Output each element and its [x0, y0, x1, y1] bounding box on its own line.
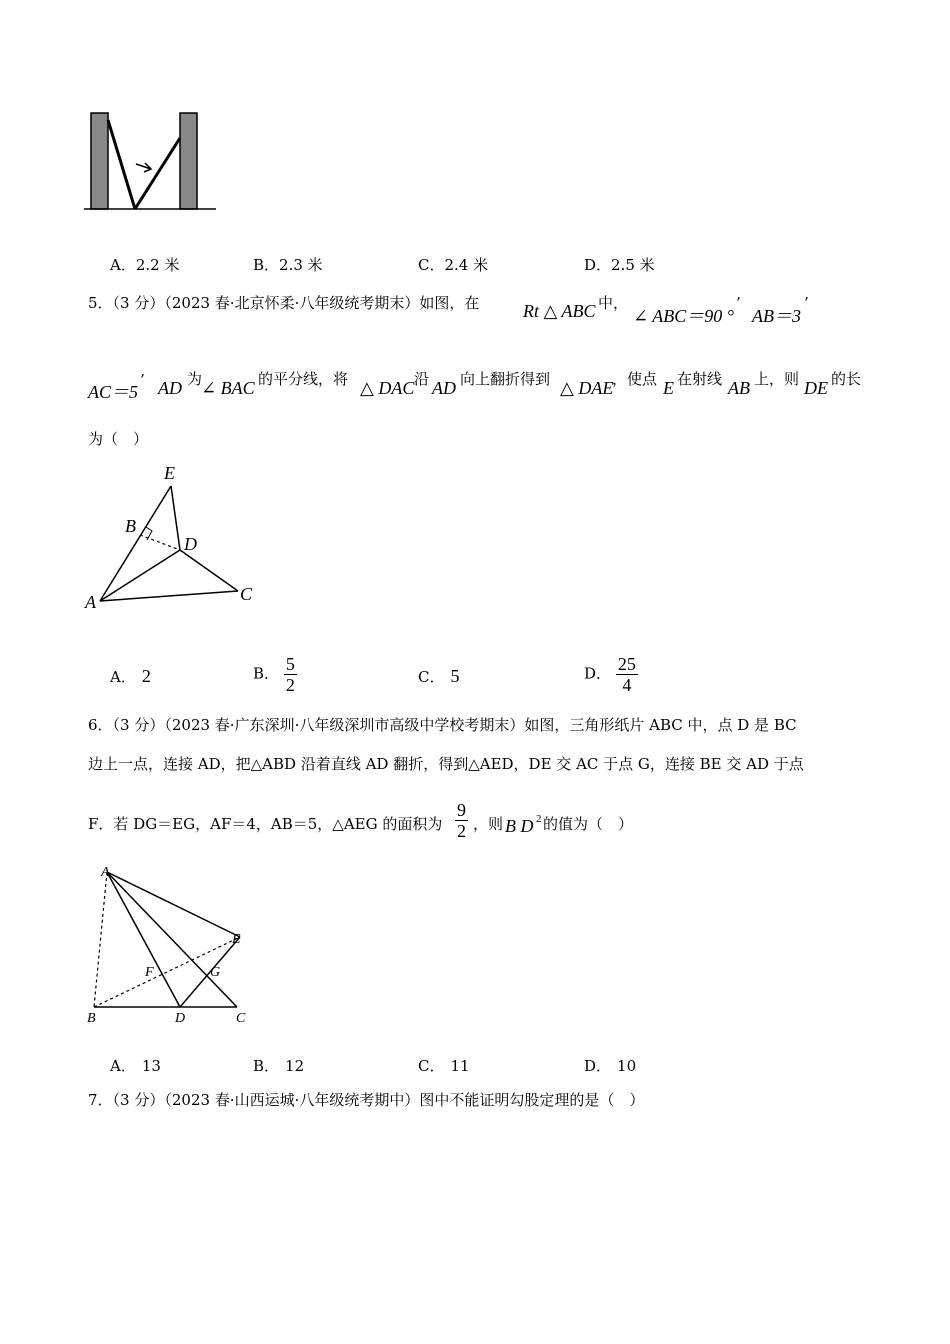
q5-rt-abc: Rt △ ABC [523, 301, 596, 321]
q5-option-b: B． $\frac{5}{2}$ [253, 654, 295, 695]
q5-dac: △ DAC [360, 378, 415, 398]
q5-text-i: 上，则 [754, 370, 800, 388]
q6-label-b: B [87, 1011, 96, 1026]
q5-label-a: A [85, 592, 96, 612]
q5-de: DE [804, 378, 828, 398]
q5-label-c: C [240, 584, 253, 604]
q5-comma-3: ’ [140, 371, 145, 389]
ladder-figure [84, 110, 218, 214]
q5-text-e: 沿 [414, 370, 430, 388]
q5-ac: AC＝5 [88, 382, 139, 402]
q6-line-2: 边上一点，连接 AD，把△ABD 沿着直线 AD 翻折，得到△AED，DE 交 AC 于点 G，连接 BE 交 AD 于点 [88, 755, 804, 773]
q5-text-j: 的长 [831, 370, 862, 388]
q5-option-d: D． $\frac{25}{4}$ [584, 654, 636, 695]
q5-option-a: A． 2 [110, 666, 151, 686]
q6-label-f: F [145, 965, 154, 980]
q5-option-b-fraction: $\frac{5}{2}$ [285, 654, 295, 695]
q5-triangle-figure [80, 455, 270, 615]
q5-text-d: 的平分线，将 [258, 370, 349, 388]
q5-text-h: 在射线 [677, 370, 723, 388]
q6-option-b: B． 12 [253, 1057, 305, 1075]
q5-option-c: C． 5 [418, 666, 460, 686]
q5-option-d-fraction: $\frac{25}{4}$ [617, 654, 636, 695]
q4-option-c: C．2.4 米 [418, 256, 489, 274]
q6-line-3a: F．若 DG＝EG，AF＝4，AB＝5，△AEG 的面积为 [88, 815, 443, 833]
q5-label-d: D [184, 534, 197, 554]
q5-text-k: 为（ ） [88, 430, 149, 448]
q6-label-c: C [236, 1011, 246, 1026]
q6-bd: B D [505, 816, 534, 836]
q5-angle: ∠ ABC＝90 ° [633, 306, 734, 326]
q6-bd-exponent: 2 [536, 813, 542, 825]
q6-line-3c: 的值为（ ） [543, 815, 634, 833]
q5-text-g: ，使点 [612, 370, 658, 388]
q4-option-a: A．2.2 米 [110, 256, 180, 274]
q5-comma-1: ’ [736, 294, 741, 312]
q6-line-3b: ，则 [473, 815, 504, 833]
q5-label-b: B [125, 516, 136, 536]
q6-area-fraction: $\frac{9}{2}$ [457, 800, 466, 841]
q6-option-d: D． 10 [584, 1057, 637, 1075]
q5-text-c: 为 [187, 370, 203, 388]
q5-header: 5．（3 分）（2023 春·北京怀柔·八年级统考期末）如图，在 [88, 294, 480, 312]
q5-text-f: 向上翻折得到 [460, 370, 551, 388]
q6-label-d: D [175, 1011, 186, 1026]
q6-option-a: A． 13 [110, 1057, 161, 1075]
q5-ab: AB＝3 [752, 306, 801, 326]
q5-bac: ∠ BAC [201, 378, 255, 398]
q6-label-a: A [101, 865, 110, 880]
q6-line-1: 6．（3 分）（2023 春·广东深圳·八年级深圳市高级中学校考期末）如图，三角形纸片 ABC 中，点 D 是 BC [88, 716, 797, 734]
q6-label-g: G [210, 965, 221, 980]
q5-ab2: AB [728, 378, 750, 398]
q5-e: E [663, 378, 674, 398]
q6-triangle-figure [82, 860, 262, 1030]
q4-option-b: B．2.3 米 [253, 256, 323, 274]
q5-comma-2: ’ [804, 294, 809, 312]
q5-label-e: E [164, 463, 175, 483]
q5-ad2: AD [432, 378, 456, 398]
q7-line: 7．（3 分）（2023 春·山西运城·八年级统考期中）图中不能证明勾股定理的是（ ） [88, 1091, 645, 1109]
q4-option-d: D．2.5 米 [584, 256, 655, 274]
q5-dae: △ DAE [560, 378, 614, 398]
q5-ad: AD [158, 378, 182, 398]
q5-text-b: 中， [598, 294, 629, 312]
q6-option-c: C． 11 [418, 1057, 470, 1075]
q6-label-e: E [232, 932, 241, 947]
